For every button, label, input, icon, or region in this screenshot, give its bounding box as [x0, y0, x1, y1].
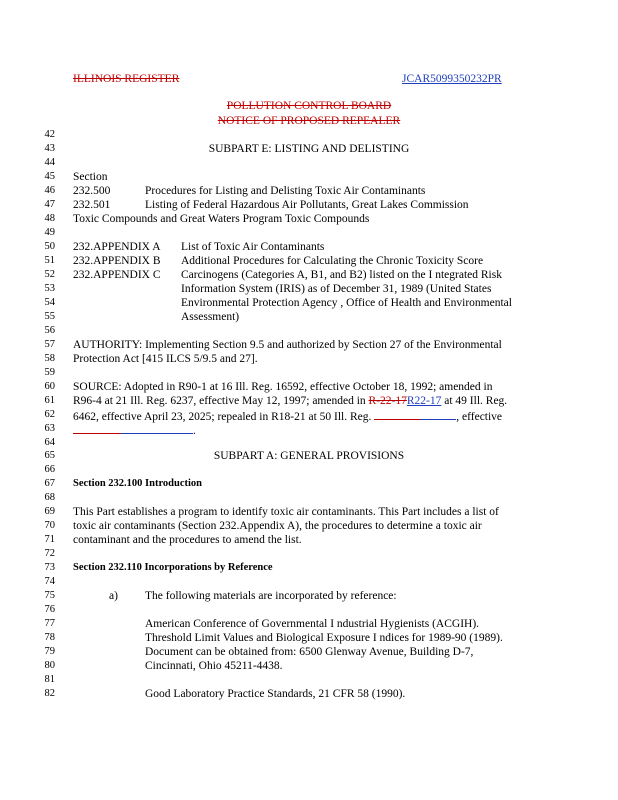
authority-text: Protection Act [415 ILCS 5/9.5 and 27]. [73, 353, 258, 365]
toc-number: 232.APPENDIX B [73, 255, 161, 267]
line-number: 68 [44, 492, 55, 503]
line-59 [0, 366, 618, 380]
reference-text: Document can be obtained from: 6500 Glenway Avenue, Building D-7, [145, 646, 474, 658]
source-text-segment: at 49 Ill. Reg. [441, 395, 508, 407]
line-number: 56 [44, 325, 55, 336]
line-80 [0, 659, 618, 673]
body-text: contaminant and the procedures to amend the list. [73, 534, 302, 546]
line-43 [0, 142, 618, 156]
reference-text: American Conference of Governmental I ndustrial Hygienists (ACGIH). [145, 618, 480, 630]
line-number: 69 [44, 506, 55, 517]
line-66 [0, 463, 618, 477]
line-71 [0, 533, 618, 547]
line-75 [0, 589, 618, 603]
line-65 [0, 449, 618, 463]
line-number: 73 [44, 562, 55, 573]
line-number: 57 [44, 339, 55, 350]
toc-title: List of Toxic Air Contaminants [181, 241, 325, 253]
line-53 [0, 282, 618, 296]
line-number: 54 [44, 297, 55, 308]
line-number: 79 [44, 646, 55, 657]
authority-text: AUTHORITY: Implementing Section 9.5 and authorized by Section 27 of the Environmental [73, 339, 502, 351]
line-69 [0, 505, 618, 519]
line-78 [0, 631, 618, 645]
toc-title-continued: Toxic Compounds and Great Waters Program Toxic Compounds [73, 213, 370, 225]
toc-number: 232.APPENDIX A [73, 241, 161, 253]
line-number: 60 [44, 381, 55, 392]
source-text-segment: R96-4 at 21 Ill. Reg. 6237, effective May 12, 1997; amended in [73, 395, 369, 407]
toc-title-continued: Environmental Protection Agency , Office of Health and Environmental [181, 297, 512, 309]
line-number: 48 [44, 213, 55, 224]
body-text: The following materials are incorporated by reference: [145, 590, 397, 602]
line-number: 55 [44, 311, 55, 322]
body-text: This Part establishes a program to identify toxic air contaminants. This Part includes a list of [73, 506, 499, 518]
reference-text: Cincinnati, Ohio 45211-4438. [145, 660, 283, 672]
board-title: POLLUTION CONTROL BOARD [226, 100, 392, 112]
line-46 [0, 184, 618, 198]
line-72 [0, 547, 618, 561]
toc-number: 232.APPENDIX C [73, 269, 161, 281]
line-76 [0, 603, 618, 617]
line-77 [0, 617, 618, 631]
line-62 [0, 408, 618, 422]
line-58 [0, 352, 618, 366]
line-number: 52 [44, 269, 55, 280]
line-number: 77 [44, 618, 55, 629]
line-79 [0, 645, 618, 659]
line-number: 64 [44, 437, 55, 448]
line-number: 43 [44, 143, 55, 154]
line-number: 61 [44, 395, 55, 406]
line-number: 82 [44, 688, 55, 699]
line-61 [0, 394, 618, 408]
section-heading: Section 232.100 Introduction [73, 478, 203, 489]
toc-title-continued: Assessment) [181, 311, 240, 323]
line-number: 72 [44, 548, 55, 559]
line-42 [0, 128, 618, 142]
toc-title: Carcinogens (Categories A, B1, and B2) listed on the I ntegrated Risk [181, 269, 502, 281]
line-68 [0, 491, 618, 505]
source-text-segment: , effective [456, 411, 503, 423]
source-text: SOURCE: Adopted in R90-1 at 16 Ill. Reg. 16592, effective October 18, 1992; amended in [73, 381, 493, 393]
line-number: 75 [44, 590, 55, 601]
line-number: 66 [44, 464, 55, 475]
subpart-e-heading: SUBPART E: LISTING AND DELISTING [208, 143, 410, 155]
subsection-label: a) [109, 590, 118, 602]
deleted-blank [374, 408, 420, 420]
line-52 [0, 268, 618, 282]
toc-title: Procedures for Listing and Delisting Toxic Air Contaminants [145, 185, 426, 197]
line-73 [0, 561, 618, 575]
toc-number: 232.501 [73, 199, 111, 211]
line-number: 78 [44, 632, 55, 643]
line-number: 70 [44, 520, 55, 531]
source-text-segment: . [193, 425, 196, 437]
line-50 [0, 240, 618, 254]
line-number: 44 [44, 157, 55, 168]
notice-title: NOTICE OF PROPOSED REPEALER [217, 115, 401, 127]
line-60 [0, 380, 618, 394]
subpart-a-heading: SUBPART A: GENERAL PROVISIONS [213, 450, 405, 462]
line-44 [0, 156, 618, 170]
toc-number: 232.500 [73, 185, 111, 197]
line-number: 49 [44, 227, 55, 238]
line-74 [0, 575, 618, 589]
line-54 [0, 296, 618, 310]
line-number: 59 [44, 367, 55, 378]
toc-title-continued: Information System (IRIS) as of December 31, 1989 (United States [181, 283, 492, 295]
line-number: 50 [44, 241, 55, 252]
line-70 [0, 519, 618, 533]
deleted-docket: R-22-17 [368, 395, 407, 407]
line-57 [0, 338, 618, 352]
line-56 [0, 324, 618, 338]
line-number: 51 [44, 255, 55, 266]
line-67 [0, 477, 618, 491]
section-heading: Section 232.110 Incorporations by Reference [73, 562, 273, 573]
line-number: 67 [44, 478, 55, 489]
line-81 [0, 673, 618, 687]
source-text [73, 394, 507, 408]
line-47 [0, 198, 618, 212]
line-number: 58 [44, 353, 55, 364]
deleted-blank [73, 422, 121, 434]
line-number: 71 [44, 534, 55, 545]
toc-title: Additional Procedures for Calculating the Chronic Toxicity Score [181, 255, 484, 267]
jcar-code: JCAR5099350232PR [402, 73, 502, 85]
line-45 [0, 170, 618, 184]
inserted-docket: R22-17 [406, 395, 442, 407]
register-header: ILLINOIS REGISTER [73, 73, 180, 85]
line-number: 46 [44, 185, 55, 196]
toc-title: Listing of Federal Hazardous Air Pollutants, Great Lakes Commission [145, 199, 469, 211]
line-number: 65 [44, 450, 55, 461]
line-82 [0, 687, 618, 701]
line-number: 76 [44, 604, 55, 615]
line-63 [0, 422, 618, 436]
line-49 [0, 226, 618, 240]
line-number: 81 [44, 674, 55, 685]
body-text: toxic air contaminants (Section 232.Appendix A), the procedures to determine a toxic air [73, 520, 482, 532]
inserted-blank [420, 408, 456, 420]
inserted-blank [121, 422, 193, 434]
line-number: 42 [44, 129, 55, 140]
reference-text: Threshold Limit Values and Biological Exposure I ndices for 1989-90 (1989). [145, 632, 503, 644]
line-number: 45 [44, 171, 55, 182]
reference-text: Good Laboratory Practice Standards, 21 CFR 58 (1990). [145, 688, 406, 700]
line-number: 53 [44, 283, 55, 294]
line-number: 62 [44, 409, 55, 420]
line-number: 47 [44, 199, 55, 210]
line-64 [0, 436, 618, 450]
source-text-segment: 6462, effective April 23, 2025; repealed in R18-21 at 50 Ill. Reg. [73, 411, 375, 423]
line-number: 80 [44, 660, 55, 671]
line-number: 74 [44, 576, 55, 587]
line-number: 63 [44, 423, 55, 434]
line-55 [0, 310, 618, 324]
section-label: Section [73, 171, 108, 183]
line-48 [0, 212, 618, 226]
line-51 [0, 254, 618, 268]
